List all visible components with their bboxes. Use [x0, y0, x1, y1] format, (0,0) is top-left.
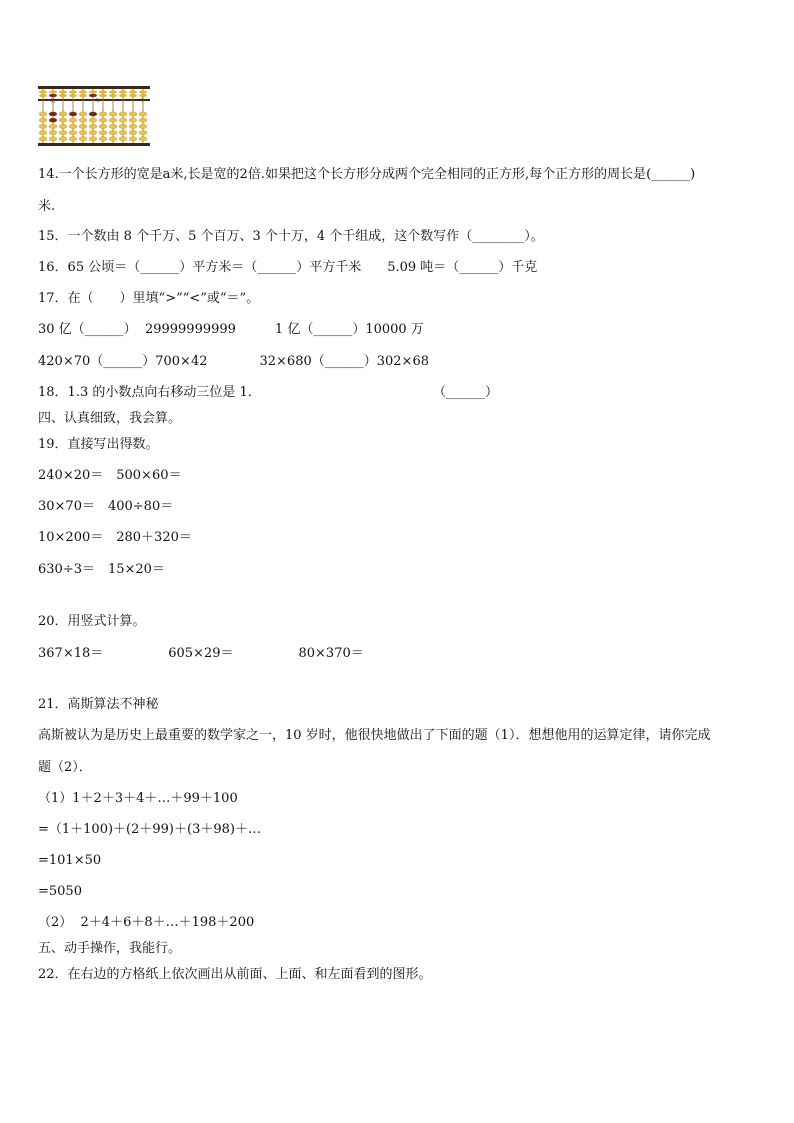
q21-intro-line1: 高斯被认为是历史上最重要的数学家之一，10 岁时，他很快地做出了下面的题（1）．想想他用的运算定律，请你完成 — [38, 728, 711, 743]
q22: 22．在右边的方格纸上依次画出从前面、上面、和左面看到的图形。 — [38, 967, 432, 982]
abacus-bead — [49, 90, 57, 93]
abacus-bead — [39, 137, 47, 141]
abacus-bead — [139, 112, 147, 116]
abacus-bead — [79, 94, 87, 97]
abacus-bead — [89, 118, 97, 122]
abacus-bead — [109, 94, 117, 97]
abacus-bead — [119, 118, 127, 122]
abacus-bead — [39, 94, 47, 97]
abacus-bead — [39, 112, 47, 116]
abacus-bead — [69, 112, 77, 116]
abacus-bead — [139, 130, 147, 134]
abacus-bead — [79, 124, 87, 128]
q21-step1: （1）1＋2＋3＋4＋…＋99＋100 — [38, 791, 238, 806]
abacus-bead — [89, 137, 97, 141]
abacus-bead — [79, 130, 87, 134]
abacus-bead — [99, 124, 107, 128]
abacus-bead — [129, 130, 137, 134]
abacus-bead — [129, 90, 137, 93]
q15: 15．一个数由 8 个千万、5 个百万、3 个十万，4 个千组成，这个数写作（________）。 — [38, 229, 544, 244]
abacus-bead — [139, 124, 147, 128]
abacus-bead — [69, 124, 77, 128]
section5-heading: 五、动手操作，我能行。 — [38, 941, 182, 956]
abacus-bead — [109, 137, 117, 141]
section4-heading: 四、认真细致，我会算。 — [38, 411, 182, 426]
abacus-bead — [99, 118, 107, 122]
abacus-bead — [109, 130, 117, 134]
q17-row2: 420×70（______）700×42 32×680（______）302×68 — [38, 354, 429, 369]
abacus-bead — [109, 112, 117, 116]
abacus-bead — [129, 112, 137, 116]
q14-line1: 14.一个长方形的宽是a米,长是宽的2倍.如果把这个长方形分成两个完全相同的正方形,每个正方形的周长是(______) — [38, 167, 696, 182]
abacus-bead — [99, 94, 107, 97]
abacus-bead — [99, 137, 107, 141]
abacus-bead — [59, 130, 67, 134]
abacus-bead — [89, 124, 97, 128]
abacus-bead — [49, 94, 57, 97]
abacus-bead — [69, 94, 77, 97]
abacus-bead — [69, 137, 77, 141]
q21-step4: =5050 — [38, 884, 82, 899]
abacus-bead — [119, 130, 127, 134]
q16: 16．65 公顷＝（______）平方米＝（______）平方千米 5.09 吨＝（______）千克 — [38, 260, 538, 275]
abacus-bead — [89, 130, 97, 134]
q21-intro-line2: 题（2）． — [38, 760, 92, 775]
abacus-bead — [109, 124, 117, 128]
q20-title: 20．用竖式计算。 — [38, 614, 146, 629]
q21-step5: （2） 2＋4＋6＋8＋…＋198＋200 — [38, 915, 255, 930]
abacus-bead — [59, 118, 67, 122]
q19-row: 10×200＝ 280＋320＝ — [38, 530, 192, 545]
abacus-bead — [99, 90, 107, 93]
abacus-bead — [39, 124, 47, 128]
q19-row: 30×70＝ 400÷80＝ — [38, 499, 174, 514]
abacus-bead — [49, 118, 57, 122]
q19-row: 630÷3＝ 15×20＝ — [38, 562, 165, 577]
abacus-bead — [59, 90, 67, 93]
abacus-illustration — [38, 86, 150, 146]
abacus-bead — [59, 137, 67, 141]
abacus-bead — [109, 118, 117, 122]
abacus-bead — [69, 90, 77, 93]
q17-row1: 30 亿（______） 29999999999 1 亿（______）10000 万 — [38, 322, 424, 337]
q20-row: 367×18＝ 605×29＝ 80×370＝ — [38, 646, 364, 661]
q19-title: 19．直接写出得数。 — [38, 437, 159, 452]
abacus-bead — [99, 112, 107, 116]
abacus-bead — [129, 137, 137, 141]
abacus-bead — [89, 112, 97, 116]
q21-title: 21．高斯算法不神秘 — [38, 697, 159, 712]
abacus-bead — [129, 94, 137, 97]
q21-step3: =101×50 — [38, 853, 102, 868]
abacus-bead — [119, 112, 127, 116]
abacus-bead — [49, 124, 57, 128]
abacus-bead — [69, 130, 77, 134]
abacus-bead — [119, 124, 127, 128]
q18-text: 18．1.3 的小数点向右移动三位是 1． — [38, 385, 261, 400]
abacus-label-ge: 个 — [140, 98, 146, 104]
abacus-bead — [49, 112, 57, 116]
abacus-bead — [139, 118, 147, 122]
abacus-bead — [89, 90, 97, 93]
abacus-bead — [79, 137, 87, 141]
abacus-bead — [129, 124, 137, 128]
abacus-bead — [99, 130, 107, 134]
abacus-bead — [49, 137, 57, 141]
abacus-bead — [79, 90, 87, 93]
abacus-label-wan: 万 — [95, 98, 101, 104]
abacus-bead — [139, 137, 147, 141]
q14-line2: 米. — [38, 199, 56, 214]
abacus-bead — [109, 90, 117, 93]
abacus-bead — [39, 90, 47, 93]
abacus-bead — [49, 130, 57, 134]
q17-title: 17．在（ ）里填“>”“<”或“＝”。 — [38, 291, 260, 306]
abacus-bead — [139, 94, 147, 97]
q19-row: 240×20＝ 500×60＝ — [38, 468, 182, 483]
abacus-bead — [119, 90, 127, 93]
abacus-bead — [89, 94, 97, 97]
abacus-bead — [119, 94, 127, 97]
q18-blank: （______） — [433, 385, 499, 400]
abacus-bead — [139, 90, 147, 93]
abacus-bead — [59, 124, 67, 128]
abacus-bead — [119, 137, 127, 141]
abacus-bead — [39, 118, 47, 122]
q21-step2: =（1＋100)＋(2＋99)＋(3＋98)＋… — [38, 822, 261, 837]
abacus-bead — [79, 118, 87, 122]
abacus-bead — [59, 112, 67, 116]
abacus-bead — [69, 118, 77, 122]
abacus-bead — [39, 130, 47, 134]
abacus-bead — [79, 112, 87, 116]
abacus-label-yi: 亿 — [50, 98, 56, 104]
abacus-bead — [129, 118, 137, 122]
abacus-bead — [59, 94, 67, 97]
